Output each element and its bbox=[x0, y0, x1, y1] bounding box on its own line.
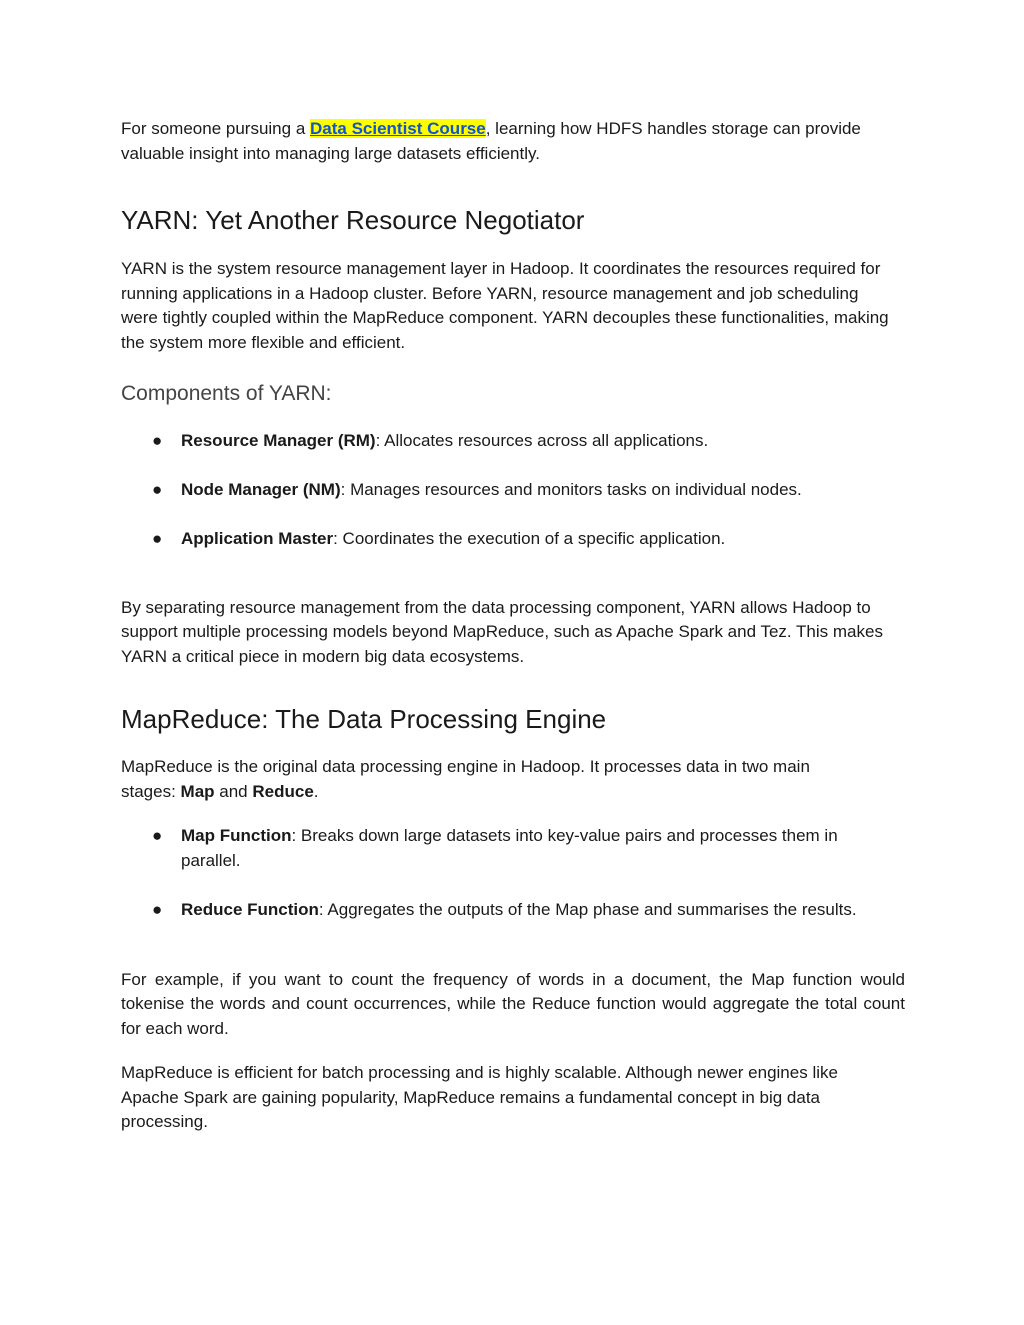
list-item-reduce-function bbox=[121, 898, 861, 923]
mapreduce-intro-paragraph bbox=[121, 755, 866, 804]
bullet-icon: ● bbox=[152, 826, 163, 845]
yarn-components-list bbox=[121, 429, 911, 552]
list-item-application-master bbox=[121, 527, 911, 552]
yarn-heading: YARN: Yet Another Resource Negotiator bbox=[121, 205, 585, 235]
bullet-icon: ● bbox=[152, 480, 163, 499]
stage-and: and bbox=[214, 781, 253, 801]
yarn-paragraph: YARN is the system resource management layer in Hadoop. It coordinates the resources required for running applications in a Hadoop cluster. Before YARN, resource management and job scheduling were tightly coupled within the MapReduce component. YARN decouples these functionalities, making the system more flexible and efficient. bbox=[121, 259, 889, 352]
mapreduce-intro-text: MapReduce is the original data processing engine in Hadoop. It processes data in two main stages: bbox=[121, 757, 810, 801]
stage-period: . bbox=[313, 781, 319, 801]
list-item-term: Reduce Function bbox=[181, 900, 319, 919]
mapreduce-functions-list bbox=[121, 824, 886, 923]
yarn-summary-paragraph: By separating resource management from the data processing component, YARN allows Hadoop to support multiple processing models beyond MapReduce, such as Apache Spark and Tez. This makes YARN a critical piece in modern big data ecosystems. bbox=[121, 597, 883, 666]
list-item-term: Application Master bbox=[181, 529, 334, 548]
mapreduce-example-paragraph: For example, if you want to count the frequency of words in a document, the Map function would tokenise the words and count occurrences, while the Reduce function would aggregate the total count for each word. bbox=[121, 969, 905, 1038]
bullet-icon: ● bbox=[152, 529, 163, 548]
list-item-resource-manager bbox=[121, 429, 911, 454]
intro-paragraph bbox=[121, 117, 861, 166]
list-item-desc: : Allocates resources across all applications. bbox=[375, 431, 709, 450]
bullet-icon: ● bbox=[152, 431, 163, 450]
list-item-term: Node Manager (NM) bbox=[181, 480, 341, 499]
list-item-term: Map Function bbox=[181, 826, 292, 845]
list-item-term: Resource Manager (RM) bbox=[181, 431, 376, 450]
stage-reduce: Reduce bbox=[252, 781, 314, 801]
list-item-map-function bbox=[121, 824, 886, 873]
list-item-desc: : Coordinates the execution of a specific application. bbox=[333, 529, 726, 548]
yarn-components-heading: Components of YARN: bbox=[121, 382, 332, 405]
intro-text-before: For someone pursuing a bbox=[121, 119, 310, 138]
intro-text-after: , learning how HDFS handles storage can provide valuable insight into managing large datasets efficiently. bbox=[121, 119, 861, 163]
bullet-icon: ● bbox=[152, 900, 163, 919]
mapreduce-heading: MapReduce: The Data Processing Engine bbox=[121, 704, 607, 734]
list-item-desc: : Manages resources and monitors tasks on individual nodes. bbox=[340, 480, 802, 499]
list-item-desc: : Aggregates the outputs of the Map phase and summarises the results. bbox=[318, 900, 857, 919]
document-page bbox=[121, 117, 911, 1135]
list-item-desc: : Breaks down large datasets into key-value pairs and processes them in parallel. bbox=[181, 826, 838, 870]
stage-map: Map bbox=[180, 781, 215, 801]
data-scientist-course-link[interactable]: Data Scientist Course bbox=[310, 119, 486, 138]
mapreduce-closing-paragraph: MapReduce is efficient for batch processing and is highly scalable. Although newer engines like Apache Spark are gaining popularity, MapReduce remains a fundamental concept in big data processing. bbox=[121, 1063, 838, 1131]
list-item-node-manager bbox=[121, 478, 911, 503]
